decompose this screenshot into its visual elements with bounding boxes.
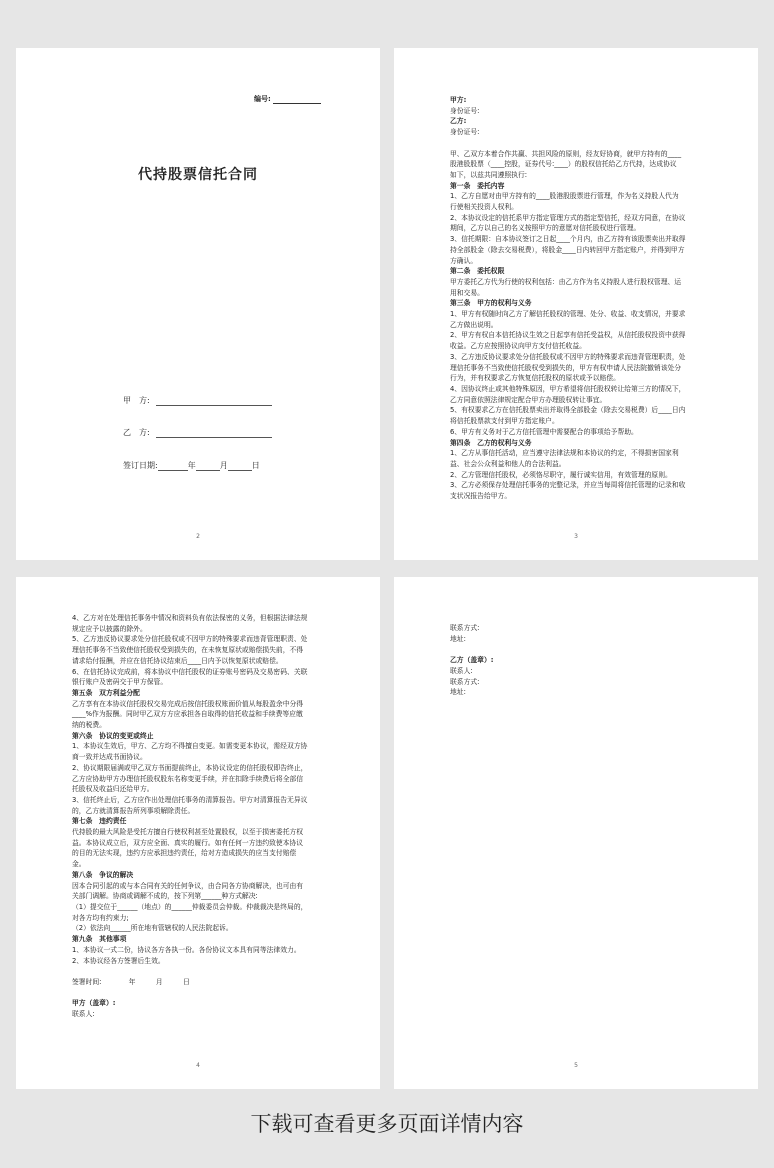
contract-page-5 — [394, 577, 758, 1089]
text-line: 乙方享有在本协议信托股权交易完成后按信托股权账面价值从每股盈余中分得 — [72, 699, 304, 708]
section-heading: 第三条 甲方的权利与义务 — [450, 299, 532, 308]
page-5-text — [450, 623, 730, 698]
text-line: 益。本协议成立后，双方应全面、真实的履行。如有任何一方违约致使本协议 — [72, 838, 304, 847]
sign-date-label: 签订日期: — [123, 461, 158, 470]
text-line: （2）依法向______所在地有管辖权的人民法院起诉。 — [72, 924, 233, 933]
page-4-text — [72, 613, 352, 1020]
text-line: 2、甲方有权自本信托协议生效之日起享有信托受益权，从信托股权投资中获得 — [450, 331, 686, 340]
section-heading: 第九条 其他事项 — [72, 935, 127, 944]
text-line: 联系人: — [72, 1010, 95, 1019]
party-b-label: 乙 方: — [123, 428, 150, 437]
text-line: 银行账户及密码交于甲方保管。 — [72, 678, 168, 687]
cover-page — [16, 48, 380, 560]
text-line: 1、本协议一式二份，协议各方各执一份。各份协议文本具有同等法律效力。 — [72, 945, 301, 954]
text-line: 身份证号: — [450, 106, 480, 115]
text-line: 期间，乙方以自己的名义按照甲方的意愿对信托股权进行管理。 — [450, 224, 641, 233]
section-heading: 甲方（盖章）: — [72, 999, 116, 1008]
text-line: 纳的税费。 — [72, 721, 106, 730]
section-heading: 第七条 违约责任 — [72, 817, 127, 826]
text-line: 1、本协议生效后，甲方、乙方均不得擅自变更。如需变更本协议，需经双方协 — [72, 742, 308, 751]
section-heading: 乙方: — [450, 117, 467, 126]
page-number: 2 — [196, 533, 200, 540]
year-label: 年 — [187, 461, 196, 470]
text-line: 代持股的最大风险是受托方擅自行使权利甚至处置股权，以至于损害委托方权 — [72, 828, 304, 837]
text-line: 持全部股金（除去交易税费），将股金____日内转回甲方指定账户，并得到甲方 — [450, 245, 685, 254]
text-line: 4、因协议终止或其他特殊原因，甲方希望将信托股权转让给第三方的情况下， — [450, 384, 686, 393]
party-a-label: 甲 方: — [123, 396, 150, 405]
text-line: 益、社会公众利益和他人的合法利益。 — [450, 459, 566, 468]
text-line: 身份证号: — [450, 128, 480, 137]
text-line: 乙方同意依照法律规定配合甲方办理股权转让事宜。 — [450, 395, 607, 404]
contract-title: 代持股票信托合同 — [138, 167, 258, 183]
text-line: 方确认。 — [450, 256, 478, 265]
text-line — [72, 966, 352, 977]
text-line: 金。 — [72, 860, 86, 869]
text-line: 联系人: — [450, 666, 473, 675]
text-line: 理信托事务不当致使信托股权受到损失的，甲方有权申请人民法院撤销该处分 — [450, 363, 682, 372]
text-line: 行为，并有权要求乙方恢复信托股权的原状或予以赔偿。 — [450, 374, 620, 383]
text-line: 3、信托期限：自本协议签订之日起____个月内，由乙方持有该股票卖出并取得 — [450, 235, 686, 244]
contract-number-field — [254, 94, 321, 104]
sign-date-row — [123, 460, 260, 471]
text-line: 乙方做出说明。 — [450, 320, 498, 329]
section-heading: 乙方（盖章）: — [450, 656, 494, 665]
text-line: 联系方式: — [450, 677, 480, 686]
text-line: 联系方式: — [450, 624, 480, 632]
party-a-blank — [156, 396, 272, 406]
party-b-blank — [156, 428, 272, 438]
text-line: 签署时间: 年 月 日 — [72, 977, 190, 986]
section-heading: 第六条 协议的变更或终止 — [72, 731, 154, 740]
day-blank — [228, 461, 252, 471]
text-line: 2、乙方管理信托股权，必须恪尽职守，履行诚实信用，有效管理的原则。 — [450, 470, 672, 479]
text-line: 甲、乙双方本着合作共赢、共担风险的原则，经友好协商，就甲方持有的____ — [450, 149, 682, 158]
contract-page-3 — [394, 48, 758, 560]
section-heading: 第八条 争议的解决 — [72, 870, 134, 879]
text-line: 3、信托终止后，乙方应作出处理信托事务的清算报告。甲方对清算报告无异议 — [72, 795, 308, 804]
text-line: 行使相关投资人权利。 — [450, 203, 518, 212]
text-line: 地址: — [450, 634, 466, 643]
text-line: 地址: — [450, 688, 466, 697]
text-line: 关部门调解。协商或调解不成的，按下列第______种方式解决: — [72, 892, 258, 901]
text-line: 的目的无法实现，违约方应承担违约责任，给对方造成损失的应当支付赔偿 — [72, 849, 297, 858]
page-3-text — [450, 95, 730, 502]
year-blank — [158, 461, 188, 471]
text-line: 股港股股票（____控股，证券代号:____）的股权信托给乙方代持，达成协议 — [450, 160, 677, 169]
text-line: 1、乙方自愿对由甲方持有的____股港股股票进行管理，作为名义持股人代为 — [450, 192, 679, 201]
text-line: ____%作为报酬。同时甲乙双方方应承担各自取得的信托收益和手续费等应缴 — [72, 710, 303, 719]
text-line: 对各方均有约束力; — [72, 913, 129, 922]
section-heading: 第五条 双方利益分配 — [72, 688, 140, 697]
text-line: 用和交易。 — [450, 288, 484, 297]
text-line: 商一致并达成书面协议。 — [72, 753, 147, 762]
text-line: 5、有权要求乙方在信托股票卖出并取得全部股金（除去交易税费）后____日内 — [450, 406, 686, 415]
text-line: 3、乙方必须保存处理信托事务的完整记录，并应当每周将信托管理的记录和收 — [450, 481, 686, 490]
section-heading: 第二条 委托权限 — [450, 267, 505, 276]
text-line: 5、乙方违反协议要求处分信托股权或不因甲方的特殊要求而违背管理职责、处 — [72, 635, 308, 644]
text-line: 2、协议期限届满或甲乙双方书面提前终止，本协议设定的信托股权即告终止， — [72, 763, 308, 772]
month-blank — [196, 461, 220, 471]
day-label: 日 — [251, 461, 260, 470]
text-line: 的，乙方就清算报告所列事项解除责任。 — [72, 806, 195, 815]
text-line: 规定应予以披露的除外。 — [72, 624, 147, 633]
contract-number-label: 编号: — [254, 95, 271, 103]
page-number: 5 — [574, 1062, 578, 1069]
page-number: 4 — [196, 1062, 200, 1069]
text-line: 3、乙方违反协议要求处分信托股权或不因甲方的特殊要求而违背管理职责，处 — [450, 352, 686, 361]
text-line — [450, 644, 730, 655]
text-line: 6、在信托协议完成前，将本协议中信托股权的证券账号密码及交易密码、关联 — [72, 667, 308, 676]
text-line: 2、本协议经各方签署后生效。 — [72, 956, 165, 965]
party-a-row — [123, 395, 272, 406]
text-line: 6、甲方有义务对于乙方信托管理中需要配合的事项给予帮助。 — [450, 427, 638, 436]
text-line: 如下，以兹共同遵照执行: — [450, 170, 528, 179]
contract-page-4 — [16, 577, 380, 1089]
page-number: 3 — [574, 533, 578, 540]
download-more-banner[interactable]: 下载可查看更多页面详情内容 — [250, 1112, 524, 1136]
text-line: 乙方应协助甲方办理信托股权股东名称变更手续，并在扣除手续费后将全部信 — [72, 774, 304, 783]
text-line: 托股权及收益归还给甲方。 — [72, 785, 154, 794]
text-line: 2、本协议设定的信托系甲方指定管理方式的指定型信托，经双方同意，在协议 — [450, 213, 686, 222]
section-heading: 第一条 委托内容 — [450, 181, 505, 190]
text-line: （1）提交位于______（地点）的______仲裁委员会仲裁。仲裁裁决是终局的， — [72, 902, 308, 911]
contract-number-blank — [273, 95, 321, 104]
text-line: 1、甲方有权随时向乙方了解信托股权的管理、处分、收益、收支情况，并要求 — [450, 310, 686, 319]
party-b-row — [123, 427, 272, 438]
text-line: 将信托股票款支付到甲方指定账户。 — [450, 417, 559, 426]
section-heading: 甲方: — [450, 96, 467, 104]
section-heading: 第四条 乙方的权利与义务 — [450, 438, 532, 447]
text-line: 1、乙方从事信托活动，应当遵守法律法规和本协议的约定，不得损害国家利 — [450, 449, 679, 458]
text-line: 甲方委托乙方代为行使的权利包括：由乙方作为名义持股人进行股权管理、运 — [450, 277, 682, 286]
text-line: 支状况报告给甲方。 — [450, 492, 512, 501]
text-line: 因本合同引起的或与本合同有关的任何争议，由合同各方协商解决，也可由有 — [72, 881, 304, 890]
text-line: 请求给付报酬，并应在信托协议结束后____日内予以恢复原状或赔偿。 — [72, 656, 283, 665]
text-line — [72, 988, 352, 999]
text-line: 收益。乙方应按照协议向甲方支付信托收益。 — [450, 342, 586, 351]
text-line — [450, 138, 730, 149]
text-line: 4、乙方对在处理信托事务中情况和资料负有依法保密的义务，但根据法律法规 — [72, 614, 308, 622]
month-label: 月 — [219, 461, 228, 470]
text-line: 理信托事务不当致使信托股权受到损失的，在未恢复原状或赔偿损失前，不得 — [72, 646, 304, 655]
